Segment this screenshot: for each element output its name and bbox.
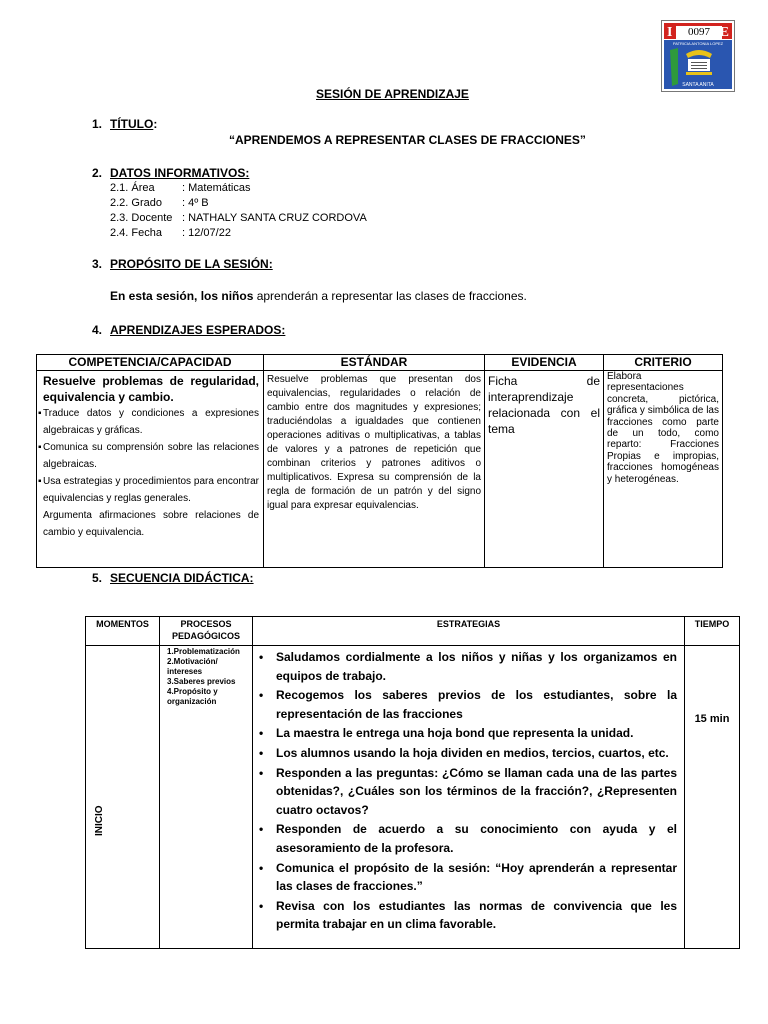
bullet-icon: • <box>259 765 264 780</box>
section-1-colon: : <box>153 117 158 131</box>
section-3-label: PROPÓSITO DE LA SESIÓN: <box>110 257 273 271</box>
moment-label: INICIO <box>94 805 105 836</box>
capacidad-item: ▪ Traduce datos y condiciones a expresiones algebraicas y gráficas. <box>38 405 259 439</box>
section-5-number: 5. <box>92 571 103 585</box>
estandar-cell: Resuelve problemas que presentan dos equivalencias, regularidades o relación de cambio entre dos magnitudes y expresiones; traduciéndolas a igualdades que contienen operaciones aditivas o multiplicativas, a tablas de valores y a patrones de repetición que combinan criterios y patrones aditivos o multiplicativos. Expresa su comprensión de la regla de formación de un patrón y del signo igual para expresar equivalencias. <box>264 371 485 568</box>
evidencia-cell: Ficha de interaprendizaje relacionada con el tema <box>485 371 604 568</box>
col-header-procesos: PROCESOS PEDAGÓGICOS <box>160 617 253 646</box>
process-item: 1.Problematización <box>167 647 240 656</box>
strategy-item: • Comunica el propósito de la sesión: “Hoy aprenderán a representar las clases de fracciones.” <box>257 859 677 896</box>
info-teacher-key: 2.3. Docente <box>110 212 173 224</box>
process-item: 3.Saberes previos <box>167 677 236 686</box>
section-2-number: 2. <box>92 166 103 180</box>
moment-cell <box>86 646 160 949</box>
square-bullet-icon: ▪ <box>38 476 42 487</box>
sequence-row-inicio <box>86 646 740 949</box>
info-date-value: : 12/07/22 <box>182 227 231 239</box>
bullet-icon: • <box>259 650 264 664</box>
col-header-evidencia: EVIDENCIA <box>485 355 604 371</box>
col-header-criterio: CRITERIO <box>604 355 723 371</box>
info-teacher-value: : NATHALY SANTA CRUZ CORDOVA <box>182 212 367 224</box>
bullet-icon: • <box>259 745 264 760</box>
section-1-number: 1. <box>92 117 103 131</box>
capacidad-item: ▪ Usa estrategias y procedimientos para encontrar equivalencias y reglas generales. <box>38 473 259 507</box>
logo-top-band <box>664 23 732 39</box>
logo-letter-right: E <box>719 25 729 40</box>
process-item: 4.Propósito y organización <box>167 687 218 706</box>
purpose-text <box>110 289 527 303</box>
capacidad-item: Argumenta afirmaciones sobre relaciones de cambio y equivalencia. <box>43 510 259 538</box>
logo-shield <box>664 40 732 89</box>
strategy-item: • Responden a las preguntas: ¿Cómo se llaman cada una de las partes obtenidas?, ¿Cuáles son los términos de la fracción?, ¿Representen cuatro octavos? <box>257 764 677 820</box>
col-header-tiempo: TIEMPO <box>685 617 740 646</box>
process-item: 2.Motivación/ intereses <box>167 657 218 676</box>
bullet-icon: • <box>259 726 264 741</box>
section-2-label: DATOS INFORMATIVOS: <box>110 166 250 180</box>
section-4-number: 4. <box>92 323 103 337</box>
process-cell <box>160 646 253 949</box>
bullet-icon: • <box>259 822 264 837</box>
logo-letter-left: I <box>667 25 673 40</box>
purpose-text-rest: aprenderán a representar las clases de fracciones. <box>253 289 527 303</box>
time-cell: 15 min <box>685 646 740 949</box>
col-header-competencia: COMPETENCIA/CAPACIDAD <box>37 355 264 371</box>
strategy-item: • Saludamos cordialmente a los niños y niñas y los organizamos en equipos de trabajo. <box>257 648 677 685</box>
bullet-icon: • <box>259 898 264 913</box>
school-logo <box>661 20 735 92</box>
info-date-key: 2.4. Fecha <box>110 227 162 239</box>
purpose-text-bold: En esta sesión, los niños <box>110 289 254 303</box>
strategies-cell <box>253 646 685 949</box>
capacidad-item: ▪ Comunica su comprensión sobre las relaciones algebraicas. <box>38 439 259 473</box>
strategy-item: • Responden de acuerdo a su conocimiento con ayuda y el asesoramiento de la profesora. <box>257 820 677 857</box>
col-header-momentos: MOMENTOS <box>86 617 160 646</box>
bullet-icon: • <box>259 860 264 875</box>
strategy-item: • Revisa con los estudiantes las normas de convivencia que les permita trabajar en un clima favorable. <box>257 897 677 934</box>
square-bullet-icon: ▪ <box>38 408 42 419</box>
sequence-header-row <box>86 617 740 646</box>
info-grade-key: 2.2. Grado <box>110 197 162 209</box>
competency-header-row <box>37 355 723 371</box>
section-1-heading <box>110 117 157 131</box>
session-title: SESIÓN DE APRENDIZAJE <box>316 87 469 101</box>
sequence-table <box>85 616 740 949</box>
logo-school-name: PATRICIA ANTONIA LOPEZ <box>672 41 724 46</box>
lesson-title: “APRENDEMOS A REPRESENTAR CLASES DE FRACCIONES” <box>229 133 586 147</box>
criterio-cell: Elabora representaciones concreta, pictórica, gráfica y simbólica de las fracciones como parte de un todo, como reparto: Fracciones Propias e impropias, fracciones homogéneas y heterogéneas. <box>604 371 723 568</box>
logo-footer-text: SANTA ANITA <box>682 82 714 88</box>
info-grade-value: : 4º B <box>182 197 209 209</box>
info-area-value: : Matemáticas <box>182 182 251 194</box>
competency-row <box>37 371 723 568</box>
bullet-icon: • <box>259 688 264 703</box>
competencia-cell <box>37 371 264 568</box>
competency-table <box>36 354 723 568</box>
col-header-estrategias: ESTRATEGIAS <box>253 617 685 646</box>
strategy-item: • La maestra le entrega una hoja bond que representa la unidad. <box>257 724 677 743</box>
strategy-item: • Recogemos los saberes previos de los estudiantes, sobre la representación de las fracciones <box>257 686 677 723</box>
logo-number: 0097 <box>676 26 722 39</box>
square-bullet-icon: ▪ <box>38 442 42 453</box>
section-4-label: APRENDIZAJES ESPERADOS: <box>110 323 286 337</box>
section-5-label: SECUENCIA DIDÁCTICA: <box>110 571 254 585</box>
info-area-key: 2.1. Área <box>110 182 155 194</box>
section-3-number: 3. <box>92 257 103 271</box>
strategy-item: • Los alumnos usando la hoja dividen en medios, tercios, cuartos, etc. <box>257 744 677 763</box>
col-header-estandar: ESTÁNDAR <box>264 355 485 371</box>
competencia-lead: Resuelve problemas de regularidad, equivalencia y cambio. <box>43 374 259 404</box>
section-1-label: TÍTULO <box>110 117 154 131</box>
